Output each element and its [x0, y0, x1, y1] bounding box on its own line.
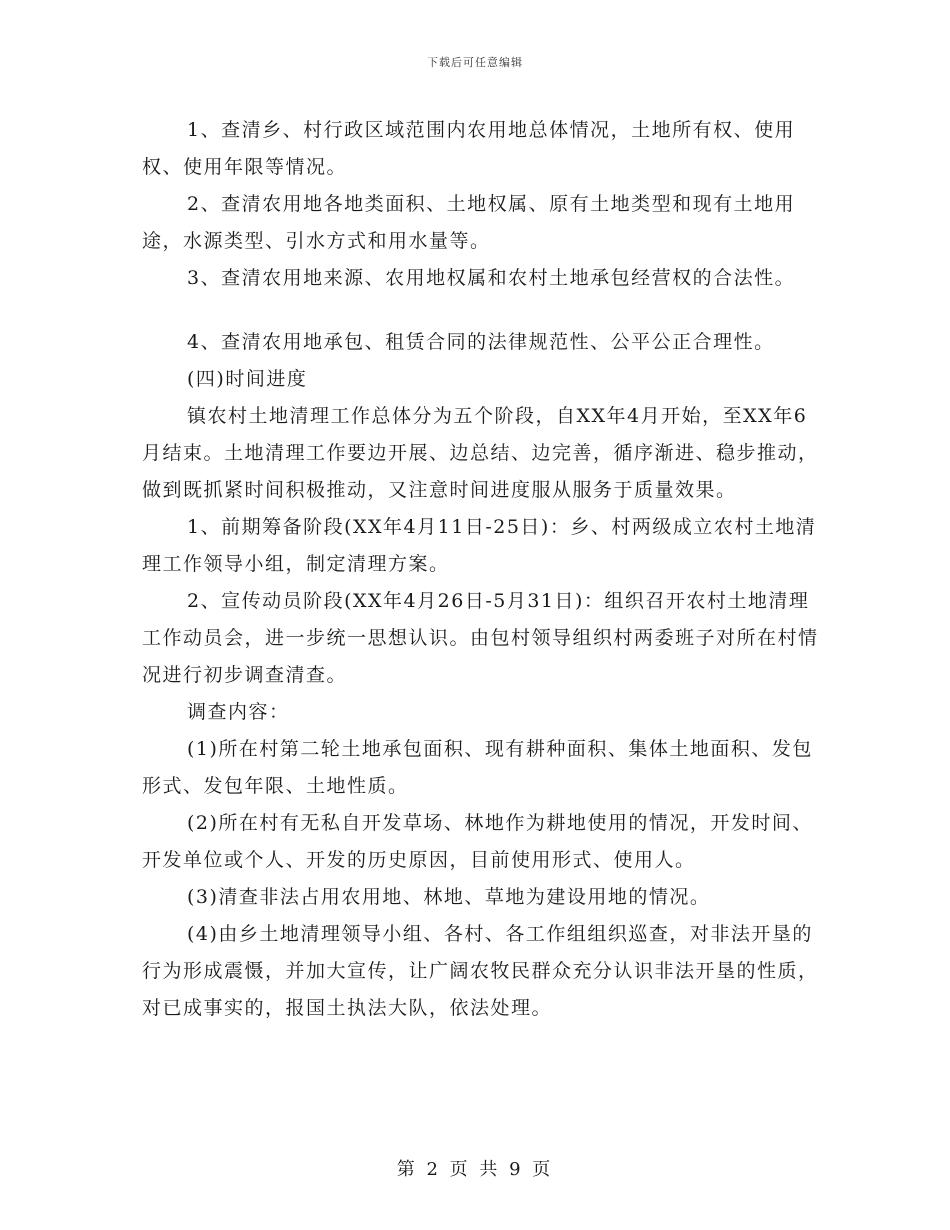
- paragraph-2: 2、查清农用地各地类面积、土地权属、原有土地类型和现有土地用途，水源类型、引水方式和用水量等。: [142, 193, 796, 252]
- paragraph-3: 3、查清农用地来源、农用地权属和农村土地承包经营权的合法性。: [187, 267, 796, 289]
- survey-item-2: (2)所在村有无私自开发草场、林地作为耕地使用的情况，开发时间、开发单位或个人、开发的历史原因，目前使用形式、使用人。: [142, 812, 813, 871]
- subheading-survey-content: 调查内容：: [187, 701, 290, 723]
- paragraph-4: 4、查清农用地承包、租赁合同的法律规范性、公平公正合理性。: [187, 331, 775, 353]
- paragraph-stage-1: 1、前期筹备阶段(XX年4月11日-25日)：乡、村两级成立农村土地清理工作领导小组，制定清理方案。: [142, 516, 817, 575]
- survey-item-3: (3)清查非法占用农用地、林地、草地为建设用地的情况。: [187, 886, 711, 908]
- paragraph-stage-2: 2、宣传动员阶段(XX年4月26日-5月31日)：组织召开农村土地清理工作动员会，进一步统一思想认识。由包村领导组织村两委班子对所在村情况进行初步调查清查。: [142, 590, 819, 686]
- page-header: 下载后可任意编辑: [427, 56, 523, 69]
- document-body: [142, 112, 822, 1027]
- survey-item-4: (4)由乡土地清理领导小组、各村、各工作组组织巡查，对非法开垦的行为形成震慑，并加大宣传，让广阔农牧民群众充分认识非法开垦的性质，对已成事实的，报国土执法大队，依法处理。: [142, 923, 819, 1019]
- paragraph-1: 1、查清乡、村行政区域范围内农用地总体情况，土地所有权、使用权、使用年限等情况。: [142, 119, 796, 178]
- page-number: 第 2 页 共 9 页: [396, 1159, 554, 1180]
- paragraph-schedule-overview: 镇农村土地清理工作总体分为五个阶段，自XX年4月开始，至XX年6月结束。土地清理工作要边开展、边总结、边完善，循序渐进、稳步推动，做到既抓紧时间积极推动，又注意时间进度服从服务于质量效果。: [142, 405, 819, 501]
- survey-item-1: (1)所在村第二轮土地承包面积、现有耕种面积、集体土地面积、发包形式、发包年限、土地性质。: [142, 738, 813, 797]
- section-heading-time-schedule: (四)时间进度: [187, 368, 308, 390]
